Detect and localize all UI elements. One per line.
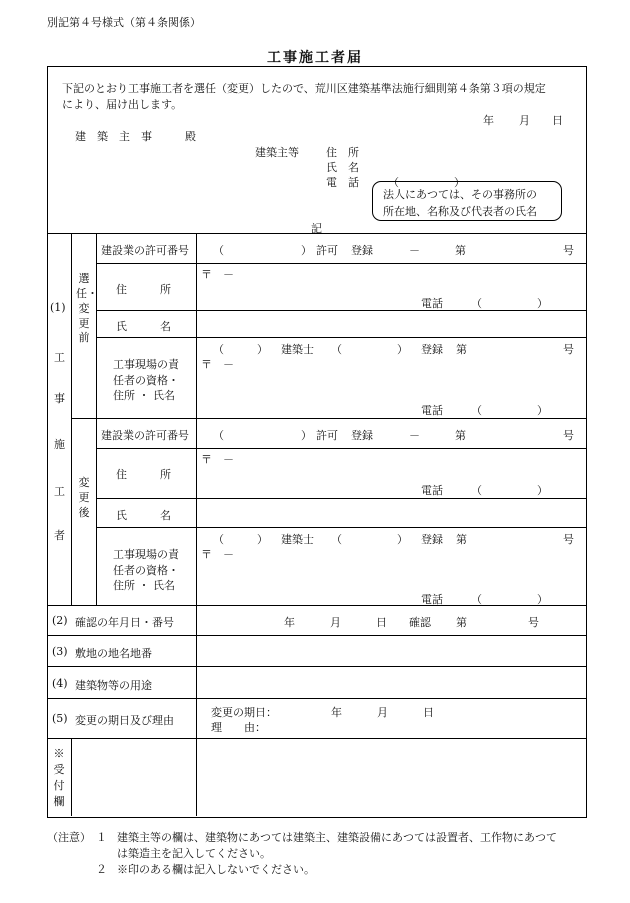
before-manager-label-2: 任者の資格・ (113, 374, 179, 387)
before-license-dai: 第 (455, 244, 466, 257)
section5-label: 変更の期日及び理由 (75, 714, 174, 727)
before-arch-paren2: （ ） (331, 343, 408, 356)
section3-label: 敷地の地名地番 (75, 647, 152, 660)
before-manager-label-1: 工事現場の責 (113, 358, 179, 371)
section2-label: 確認の年月日・番号 (75, 616, 174, 629)
before-license-go: 号 (563, 244, 574, 257)
section2-num: (2) (52, 614, 68, 627)
section2-tsuki: 月 (330, 616, 341, 629)
section5-hi: 日 (423, 706, 434, 719)
after-license-go: 号 (563, 429, 574, 442)
after-manager-label-2: 任者の資格・ (113, 564, 179, 577)
before-phone-paren: （ ） (471, 297, 548, 310)
after-address-label: 住 所 (116, 468, 171, 481)
before-manager-phone: 電話 (421, 404, 443, 417)
before-arch-paren: （ ） (213, 343, 268, 356)
date-month: 月 (519, 114, 530, 127)
addressee: 建 築 主 事 殿 (75, 130, 196, 143)
section3-num: (3) (52, 645, 68, 658)
owner-label: 建築主等 (255, 146, 299, 159)
before-manager-phone-paren: （ ） (471, 404, 548, 417)
after-manager-label-3: 住所 ・ 氏名 (113, 579, 175, 592)
intro-line-1: 下記のとおり工事施工者を選任（変更）したので、荒川区建築基準法施行細則第４条第３項の規定 (62, 82, 546, 95)
notes-head: （注意） (47, 831, 91, 844)
note-2-text: ※印のある欄は記入しないでください。 (117, 863, 315, 876)
section1-side-char-2: 事 (54, 392, 65, 405)
before-label: 選任・変更前 (76, 272, 98, 345)
section4-label: 建築物等の用途 (75, 679, 152, 692)
section5-nen: 年 (331, 706, 342, 719)
note-1-text-a: 建築主等の欄は、建築物にあつては建築主、建築設備にあつては設置者、工作物にあつて (117, 831, 557, 844)
before-address-label: 住 所 (116, 283, 171, 296)
section5-kijitsu: 変更の期日： (211, 706, 277, 719)
section1-side-char-3: 施 (54, 438, 65, 451)
date-day: 日 (552, 114, 563, 127)
after-postal: 〒 － (201, 453, 234, 466)
section2-kakunin: 確認 (409, 616, 431, 629)
after-manager-label-1: 工事現場の責 (113, 548, 179, 561)
after-license-label: 建設業の許可番号 (101, 429, 189, 442)
before-phone: 電話 (421, 297, 443, 310)
corp-note-1: 法人にあつては、その事務所の (383, 188, 537, 201)
after-label: 変更後 (78, 476, 90, 519)
before-license-paren: （ ） (213, 244, 312, 257)
after-license-dai: 第 (455, 429, 466, 442)
before-manager-label-3: 住所 ・ 氏名 (113, 389, 175, 402)
after-arch-dai: 第 (456, 533, 467, 546)
owner-phone-label: 電 話 (326, 176, 359, 189)
owner-phone-paren: （ ） (388, 176, 465, 189)
before-license-dash: － (409, 244, 420, 257)
section5-tsuki: 月 (377, 706, 388, 719)
after-license-paren: （ ） (213, 429, 312, 442)
page-title: 工事施工者届 (267, 50, 363, 66)
after-arch-paren: （ ） (213, 533, 268, 546)
form-label: 別記第４号様式（第４条関係） (47, 16, 201, 29)
before-license-label: 建設業の許可番号 (101, 244, 189, 257)
owner-name-label: 氏 名 (326, 161, 359, 174)
after-manager-phone-paren: （ ） (471, 593, 548, 606)
section1-side-char-4: 工 (54, 485, 65, 498)
after-license-toroku: 登録 (351, 429, 373, 442)
after-license-kyoka: 許可 (316, 429, 338, 442)
section4-num: (4) (52, 677, 68, 690)
after-phone: 電話 (421, 484, 443, 497)
before-manager-postal: 〒 － (201, 358, 234, 371)
note-1-num: １ (96, 831, 107, 844)
before-license-toroku: 登録 (351, 244, 373, 257)
note-2-num: ２ (96, 863, 107, 876)
date-year: 年 (483, 114, 494, 127)
after-license-dash: － (409, 429, 420, 442)
intro-line-2: により、届け出します。 (62, 98, 183, 111)
receipt-label: ※受付欄 (53, 747, 65, 808)
after-arch-go: 号 (563, 533, 574, 546)
section1-side-char-5: 者 (54, 529, 65, 542)
section5-riyu: 理 由： (211, 721, 266, 734)
after-manager-phone: 電話 (421, 593, 443, 606)
after-name-label: 氏 名 (116, 509, 171, 522)
after-arch-label: 建築士 (281, 533, 314, 546)
section1-num: (1) (50, 301, 66, 314)
section2-hi: 日 (376, 616, 387, 629)
section2-nen: 年 (284, 616, 295, 629)
owner-address-label: 住 所 (326, 146, 359, 159)
after-manager-postal: 〒 － (201, 548, 234, 561)
before-arch-dai: 第 (456, 343, 467, 356)
note-1-text-b: は築造主を記入してください。 (117, 847, 271, 860)
before-postal: 〒 － (201, 268, 234, 281)
ki-label: 記 (311, 222, 322, 235)
section2-go: 号 (528, 616, 539, 629)
after-arch-paren2: （ ） (331, 533, 408, 546)
before-arch-toroku: 登録 (421, 343, 443, 356)
before-arch-label: 建築士 (281, 343, 314, 356)
before-name-label: 氏 名 (116, 320, 171, 333)
section1-side-char-1: 工 (54, 351, 65, 364)
before-arch-go: 号 (563, 343, 574, 356)
after-arch-toroku: 登録 (421, 533, 443, 546)
before-license-kyoka: 許可 (316, 244, 338, 257)
section2-dai: 第 (456, 616, 467, 629)
corp-note-2: 所在地、名称及び代表者の氏名 (383, 205, 537, 218)
section5-num: (5) (52, 712, 68, 725)
after-phone-paren: （ ） (471, 484, 548, 497)
